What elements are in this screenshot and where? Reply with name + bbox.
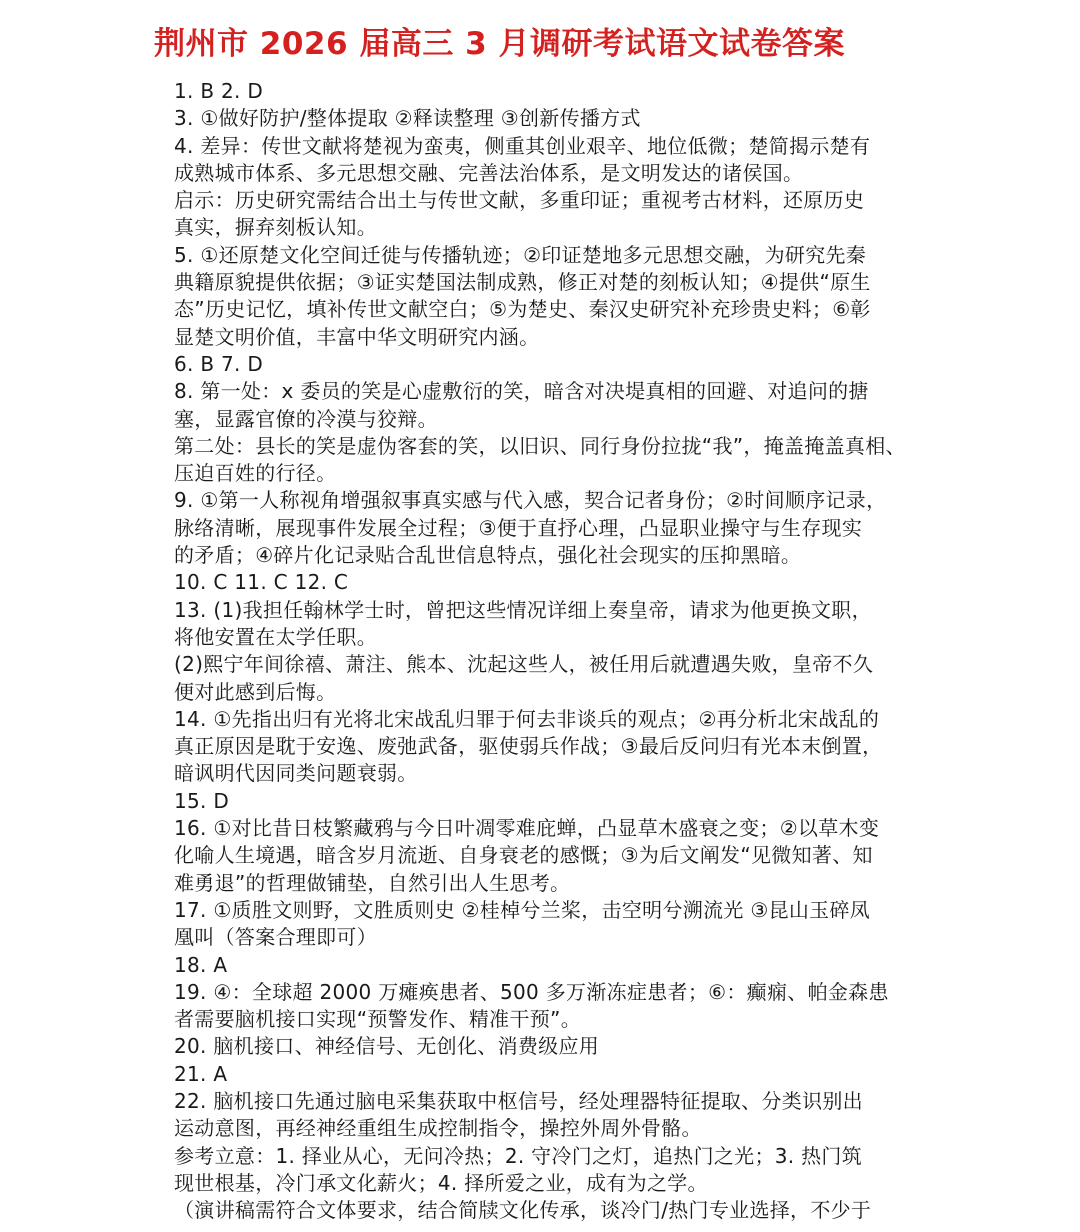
answer-line: 将他安置在太学任职。 [174, 624, 377, 649]
answer-line: 20. 脑机接口、神经信号、无创化、消费级应用 [174, 1034, 600, 1059]
answer-line: 典籍原貌提供依据；③证实楚国法制成熟，修正对楚的刻板认知；④提供“原生 [174, 270, 871, 295]
answer-line: 9. ①第一人称视角增强叙事真实感与代入感，契合记者身份；②时间顺序记录， [174, 488, 887, 513]
answer-line: 4. 差异：传世文献将楚视为蛮夷，侧重其创业艰辛、地位低微；楚简揭示楚有 [174, 133, 871, 158]
answer-line: 态”历史记忆，填补传世文献空白；⑤为楚史、秦汉史研究补充珍贵史料；⑥彰 [174, 297, 871, 322]
answer-line: 6. B 7. D [174, 351, 264, 376]
answer-line: 真实，摒弃刻板认知。 [174, 215, 377, 240]
answer-line: 18. A [174, 952, 228, 977]
page-title: 荆州市 2026 届高三 3 月调研考试语文试卷答案 [154, 26, 846, 62]
answer-line: 13. (1)我担任翰林学士时，曾把这些情况详细上奏皇帝，请求为他更换文职， [174, 597, 872, 622]
answer-line: 5. ①还原楚文化空间迁徙与传播轨迹；②印证楚地多元思想交融，为研究先秦 [174, 242, 867, 267]
answer-line: 真正原因是耽于安逸、废弛武备，驱使弱兵作战；③最后反问归有光本末倒置， [174, 734, 883, 759]
answer-line: 14. ①先指出归有光将北宋战乱归罪于何去非谈兵的观点；②再分析北宋战乱的 [174, 706, 880, 731]
answer-line: 16. ①对比昔日枝繁藏鸦与今日叶凋零难庇蝉，凸显草木盛衰之变；②以草木变 [174, 816, 880, 841]
answer-line: 暗讽明代因同类问题衰弱。 [174, 761, 418, 786]
answer-line: 便对此感到后悔。 [174, 679, 337, 704]
answer-line: 第二处：县长的笑是虚伪客套的笑，以旧识、同行身份拉拢“我”，掩盖掩盖真相、 [174, 433, 906, 458]
answer-line: 22. 脑机接口先通过脑电采集获取中枢信号，经处理器特征提取、分类识别出 [174, 1088, 863, 1113]
answer-line: 凰叫（答案合理即可） [174, 925, 377, 950]
answer-lines [174, 78, 920, 1224]
answer-line: 难勇退”的哲理做铺垫，自然引出人生思考。 [174, 870, 571, 895]
answer-line: 19. ④：全球超 2000 万瘫痪患者、500 多万渐冻症患者；⑥：癫痫、帕金森患 [174, 979, 889, 1004]
answer-line: 现世根基，冷门承文化薪火；4. 择所爱之业，成有为之学。 [174, 1170, 708, 1195]
answer-line: 的矛盾；④碎片化记录贴合乱世信息特点，强化社会现实的压抑黑暗。 [174, 543, 802, 568]
answer-line: 者需要脑机接口实现“预警发作、精准干预”。 [174, 1007, 582, 1032]
answer-line: 显楚文明价值，丰富中华文明研究内涵。 [174, 324, 540, 349]
answer-line: 3. ①做好防护/整体提取 ②释读整理 ③创新传播方式 [174, 106, 641, 131]
answer-line: 塞，显露官僚的冷漠与狡辩。 [174, 406, 438, 431]
answer-line: 参考立意：1. 择业从心，无问冷热；2. 守冷门之灯，追热门之光；3. 热门筑 [174, 1143, 863, 1168]
answer-line: 8. 第一处：x 委员的笑是心虚敷衍的笑，暗含对决堤真相的回避、对追问的搪 [174, 379, 869, 404]
answer-line: (2)熙宁年间徐禧、萧注、熊本、沈起这些人，被任用后就遭遇失败，皇帝不久 [174, 652, 874, 677]
answer-line: 启示：历史研究需结合出土与传世文献，多重印证；重视考古材料，还原历史 [174, 188, 865, 213]
answer-line: 脉络清晰，展现事件发展全过程；③便于直抒心理，凸显职业操守与生存现实 [174, 515, 863, 540]
answer-line: 化喻人生境遇，暗含岁月流逝、自身衰老的感慨；③为后文阐发“见微知著、知 [174, 843, 873, 868]
answer-line: 1. B 2. D [174, 79, 264, 103]
answer-line: 压迫百姓的行径。 [174, 461, 337, 486]
answer-line: 17. ①质胜文则野，文胜质则史 ②桂棹兮兰桨，击空明兮溯流光 ③昆山玉碎凤 [174, 897, 871, 922]
answer-line: 运动意图，再经神经重组生成控制指令，操控外周外骨骼。 [174, 1116, 702, 1141]
answer-line: （演讲稿需符合文体要求，结合简牍文化传承，谈冷门/热门专业选择，不少于 [174, 1198, 872, 1223]
answer-line: 15. D [174, 788, 230, 813]
answer-line: 21. A [174, 1061, 228, 1086]
answer-line: 10. C 11. C 12. C [174, 570, 349, 595]
answer-line: 成熟城市体系、多元思想交融、完善法治体系，是文明发达的诸侯国。 [174, 160, 804, 185]
